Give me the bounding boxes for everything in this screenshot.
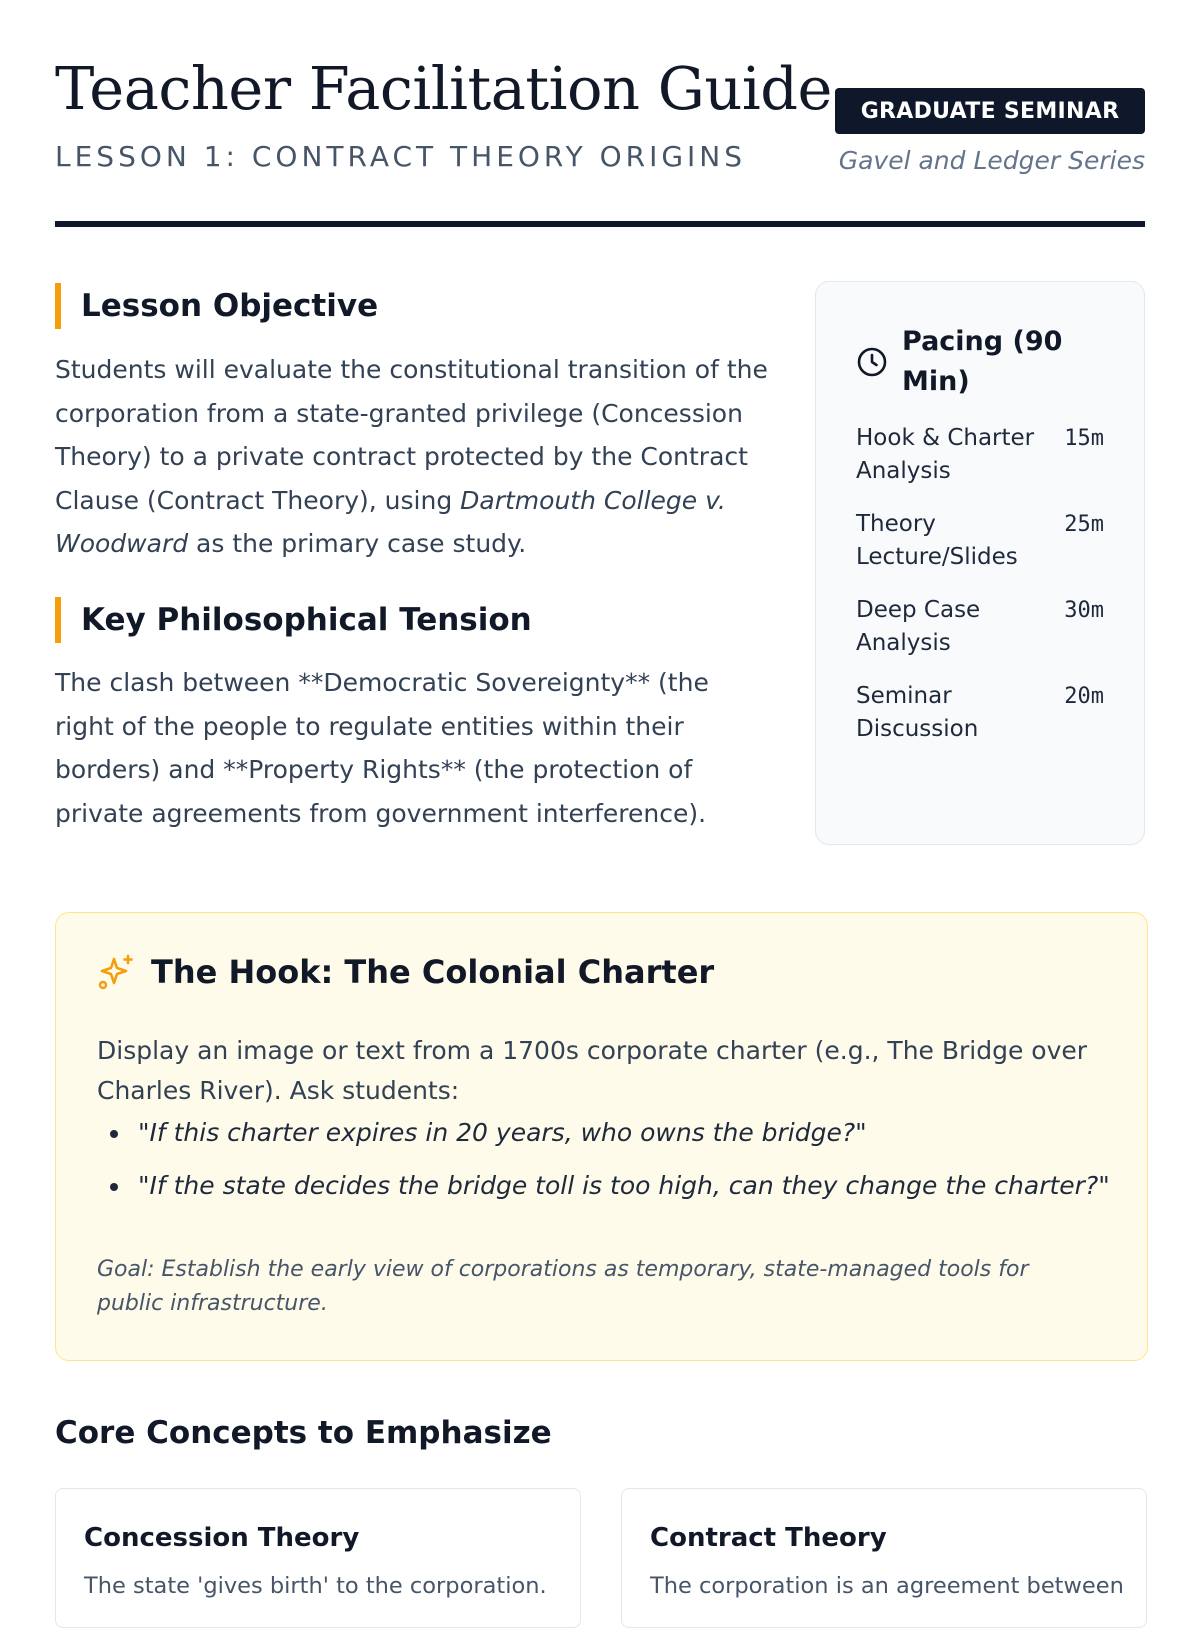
concept-card-title: Contract Theory [650, 1523, 887, 1553]
pacing-label: Seminar Discussion [856, 683, 979, 742]
concept-card [621, 1488, 1147, 1628]
pacing-row [856, 508, 1104, 574]
accent-bar [55, 283, 61, 329]
series-name: Gavel and Ledger Series [838, 146, 1145, 175]
tension-heading-row [55, 597, 532, 643]
hook-callout [55, 912, 1148, 1361]
objective-heading-row [55, 283, 378, 329]
pacing-row [856, 680, 1104, 746]
hook-intro: Display an image or text from a 1700s corporate charter (e.g., The Bridge over Charles River). Ask students: [97, 1036, 1088, 1105]
page-title: Teacher Facilitation Guide [55, 54, 832, 123]
pacing-label: Deep Case Analysis [856, 597, 981, 656]
concept-card-title: Concession Theory [84, 1523, 360, 1553]
case-name: Dartmouth College v. Woodward [55, 485, 726, 558]
hook-question: "If the state decides the bridge toll is too high, can they change the charter?" [97, 1159, 1110, 1212]
pacing-time: 30m [1064, 598, 1104, 623]
sparkle-icon [97, 953, 135, 991]
objective-heading: Lesson Objective [81, 288, 379, 324]
hook-question-list [97, 1106, 1110, 1212]
objective-text-part: as the primary case study. [188, 529, 527, 558]
pacing-label: Hook & Charter Analysis [856, 425, 1035, 484]
pacing-header [856, 322, 1082, 402]
hook-title: The Hook: The Colonial Charter [151, 953, 715, 991]
concept-card-text: The corporation is an agreement between [650, 1573, 1124, 1599]
lesson-subtitle: LESSON 1: CONTRACT THEORY ORIGINS [55, 140, 747, 173]
hook-question: "If this charter expires in 20 years, who owns the bridge?" [97, 1106, 1110, 1159]
objective-text-part: Students will evaluate the constitutional transition of the corporation from a state-granted privilege (Concession Theory) to a private contract protected by the Contract Clause (Contract Theory), using [55, 355, 768, 515]
core-concepts-heading: Core Concepts to Emphasize [55, 1415, 552, 1451]
pacing-label: Theory Lecture/Slides [856, 511, 1018, 570]
header-divider [55, 221, 1145, 227]
objective-text [55, 348, 775, 566]
seminar-badge: GRADUATE SEMINAR [835, 88, 1145, 134]
pacing-time: 25m [1064, 512, 1104, 537]
concept-card [55, 1488, 581, 1628]
pacing-row [856, 422, 1104, 488]
concept-card-text: The state 'gives birth' to the corporation. [84, 1573, 547, 1599]
pacing-row [856, 594, 1104, 660]
pacing-title: Pacing (90 Min) [902, 326, 1063, 397]
pacing-panel [815, 281, 1145, 845]
accent-bar [55, 597, 61, 643]
clock-icon [856, 346, 888, 378]
tension-heading: Key Philosophical Tension [81, 602, 532, 638]
hook-header [97, 953, 714, 991]
tension-text: The clash between **Democratic Sovereignty** (the right of the people to regulate entities within their borders) and **Property Rights** (the protection of private agreements from government interference). [55, 668, 709, 828]
page-header [55, 0, 1145, 230]
pacing-list [856, 422, 1104, 766]
overview-section [55, 230, 1145, 850]
pacing-time: 20m [1064, 684, 1104, 709]
hook-goal: Goal: Establish the early view of corporations as temporary, state-managed tools for public infrastructure. [97, 1257, 1029, 1316]
pacing-time: 15m [1064, 426, 1104, 451]
